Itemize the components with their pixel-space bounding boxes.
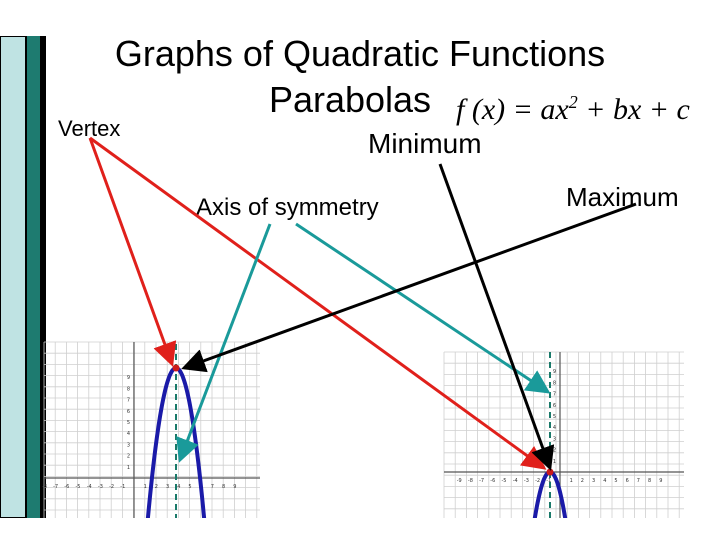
right-graph-axes [444, 352, 684, 518]
minimum-arrow [440, 164, 550, 468]
x-tick-label: -6 [490, 478, 496, 484]
x-tick-label: -7 [53, 484, 59, 490]
x-tick-label: 3 [592, 478, 596, 484]
x-tick-label: 6 [625, 478, 629, 484]
formula-rest: + bx + c [577, 93, 690, 126]
label-axis-of-symmetry: Axis of symmetry [196, 194, 379, 221]
left-vertex-point [173, 365, 180, 372]
maximum-arrow [184, 204, 636, 368]
x-tick-label: -5 [501, 478, 507, 484]
y-tick-label: 1 [552, 458, 556, 465]
y-tick-label: 9 [126, 375, 130, 382]
x-tick-label: -6 [64, 484, 70, 490]
x-tick-label: 8 [222, 484, 226, 490]
formula-exponent: 2 [568, 92, 578, 112]
y-tick-label: 7 [552, 391, 556, 398]
y-tick-label: 9 [552, 369, 556, 376]
formula-ax: ax [540, 93, 569, 126]
y-tick-label: 4 [552, 425, 556, 432]
x-tick-label: 7 [210, 484, 214, 490]
x-tick-label: 5 [614, 478, 618, 484]
x-tick-label: -4 [512, 478, 518, 484]
x-tick-label: -9 [456, 478, 462, 484]
y-tick-label: 3 [552, 436, 556, 443]
x-tick-label: -3 [97, 484, 103, 490]
x-tick-label: 5 [188, 484, 192, 490]
x-tick-label: 6 [199, 484, 203, 490]
title-line-1: Graphs of Quadratic Functions [114, 33, 606, 74]
y-tick-label: 8 [552, 380, 556, 387]
y-tick-label: 6 [552, 402, 556, 409]
x-tick-label: -5 [75, 484, 81, 490]
y-tick-label: 2 [126, 453, 130, 460]
left-graph [42, 342, 260, 540]
x-tick-label: 7 [636, 478, 640, 484]
x-tick-label: 1 [143, 484, 147, 490]
label-minimum: Minimum [368, 128, 482, 159]
x-tick-label: -4 [86, 484, 92, 490]
x-tick-label: -1 [546, 478, 552, 484]
y-tick-label: 6 [126, 408, 130, 415]
x-tick-label: 2 [580, 478, 584, 484]
x-tick-label: 1 [569, 478, 573, 484]
x-tick-label: -8 [467, 478, 473, 484]
y-tick-label: 3 [126, 442, 130, 449]
y-tick-label: 4 [126, 431, 130, 438]
x-tick-label: -3 [523, 478, 529, 484]
y-tick-label: 8 [126, 386, 130, 393]
formula-lhs: f (x) = [456, 93, 541, 126]
x-tick-label: 9 [659, 478, 663, 484]
x-tick-label: 4 [603, 478, 607, 484]
y-tick-label: 7 [126, 397, 130, 404]
title-line-2: Parabolas [268, 79, 432, 120]
x-tick-label: 4 [177, 484, 181, 490]
label-vertex: Vertex [58, 116, 121, 141]
label-maximum: Maximum [566, 182, 679, 212]
right-graph-grid [444, 352, 684, 518]
x-tick-label: -2 [535, 478, 541, 484]
x-tick-label: -7 [479, 478, 485, 484]
x-tick-label: 8 [648, 478, 652, 484]
x-tick-label: -1 [120, 484, 126, 490]
x-tick-label: 3 [166, 484, 170, 490]
vertex-arrow-left [90, 138, 172, 364]
y-tick-label: 1 [126, 464, 130, 471]
x-tick-label: -8 [41, 484, 47, 490]
x-tick-label: 9 [233, 484, 237, 490]
right-vertex-point [547, 469, 554, 476]
y-tick-label: 5 [126, 420, 130, 426]
right-graph [444, 352, 684, 540]
x-tick-label: 2 [154, 484, 158, 490]
y-tick-label: 5 [552, 414, 556, 420]
x-tick-label: -2 [109, 484, 115, 490]
y-tick-label: 2 [552, 447, 556, 454]
